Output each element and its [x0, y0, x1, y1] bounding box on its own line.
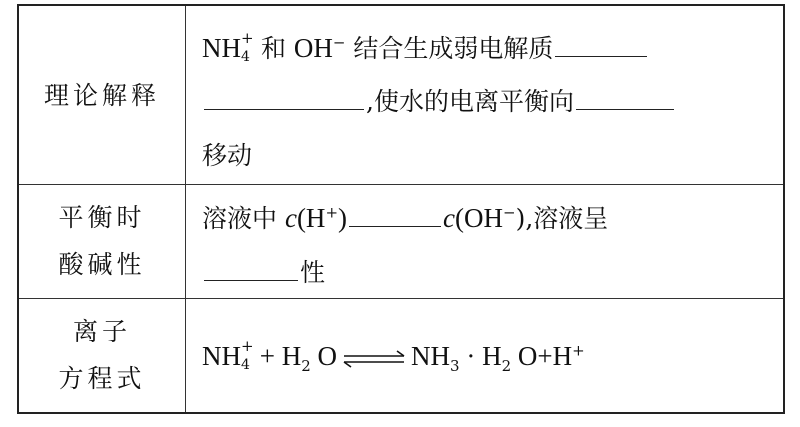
- ion-oh: OH: [293, 33, 333, 63]
- ion-charge: + 4: [241, 337, 254, 373]
- acidity-line-2: [202, 252, 325, 289]
- conc-symbol: c: [284, 203, 297, 233]
- ion-charge: + 4: [241, 29, 254, 65]
- explanation-table: [17, 4, 785, 414]
- answer-blank-4[interactable]: [349, 198, 441, 227]
- row-label-acidity: [19, 184, 185, 298]
- ion-nh: NH: [202, 33, 241, 63]
- ionic-equation: NH + 4 + $H_2$ O $NH_3 \cdot H_2$ O+H+: [202, 337, 585, 375]
- text-character: 性: [300, 258, 326, 287]
- ion-oh: (OH: [455, 203, 503, 233]
- acidity-line-1: 溶液中 c(H+) c(OH−),溶液呈: [202, 198, 608, 235]
- text-and: 和: [253, 34, 294, 63]
- conc-symbol: c: [443, 203, 455, 233]
- theory-line-1: [202, 28, 649, 65]
- text-in-solution: 溶液中: [202, 204, 285, 233]
- answer-blank-5[interactable]: [204, 252, 298, 281]
- text-move: 移动: [202, 141, 253, 170]
- answer-blank-2[interactable]: [204, 81, 364, 110]
- ion-h: (H: [296, 203, 326, 233]
- row-label-equation: [19, 298, 185, 412]
- theory-line-3: [202, 136, 252, 172]
- column-divider: [185, 6, 186, 412]
- text-solution-is: ),溶液呈: [515, 204, 609, 233]
- equilibrium-arrow-icon: [341, 350, 407, 368]
- label-text: 理论解释: [43, 80, 160, 110]
- oh-charge: −: [332, 33, 346, 52]
- label-text: 酸碱性: [58, 250, 146, 279]
- label-text: 平衡时: [58, 203, 146, 232]
- label-text: 离子: [72, 317, 131, 346]
- text-weak-electrolyte: 结合生成弱电解质: [345, 34, 554, 63]
- label-text: 方程式: [58, 364, 146, 393]
- theory-line-2: [202, 81, 676, 118]
- answer-blank-1[interactable]: [555, 28, 647, 57]
- row-label-theory: [19, 6, 185, 184]
- text-ionization-equilibrium: ,使水的电离平衡向: [366, 87, 574, 116]
- answer-blank-3[interactable]: [576, 81, 674, 110]
